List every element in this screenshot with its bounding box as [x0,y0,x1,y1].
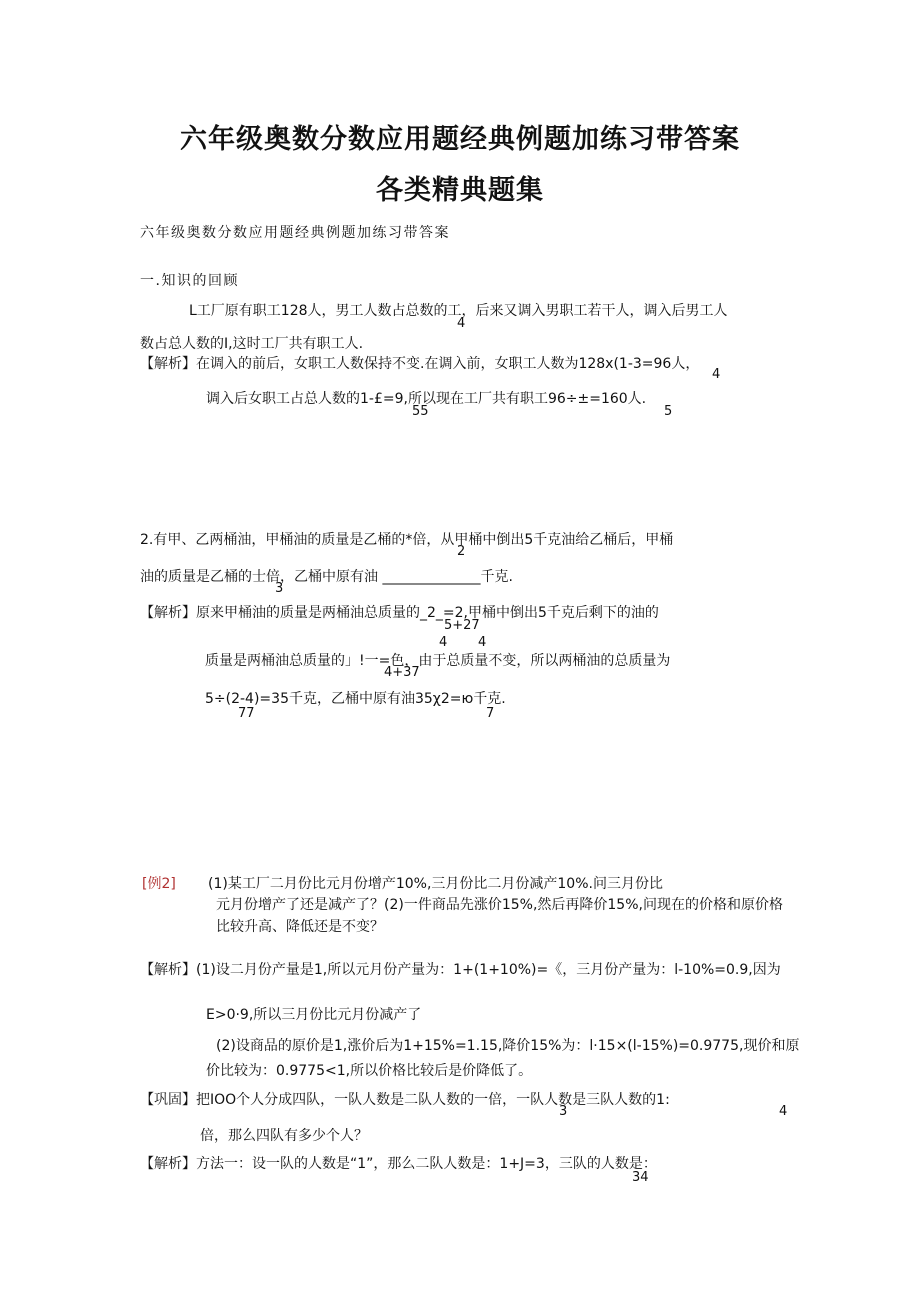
q2-solution-line2: 质量是两桶油总质量的」!一=色，由于总质量不变，所以两桶油的总质量为 [205,653,671,669]
q2-solution-fraction: 4 [439,635,448,650]
consolidation-text-line2: 倍，那么四队有多少个人？ [200,1128,368,1144]
q2-solution-fraction: 7 [486,706,495,721]
consolidation-solution-line1: 【解析】方法一：设一队的人数是“1”，那么二队人数是：1+J=3，三队的人数是： [140,1156,657,1172]
q2-solution-fraction: 5+27 [444,618,480,633]
q2-solution-line3: 5÷(2-4)=35千克，乙桶中原有油35χ2=ю千克. [205,691,506,707]
q1-solution-line2: 调入后女职工占总人数的1-£=9,所以现在工厂共有职工96÷±=160人. [206,391,647,407]
q2-solution-fraction: 77 [238,706,255,721]
q1-text-line2: 数占总人数的I,这时工厂共有职工人. [140,336,364,352]
q1-solution-fraction: 55 [412,404,429,419]
q1-fraction: 4 [457,316,466,331]
q2-solution-line1: 【解析】原来甲桶油的质量是两桶油总质量的_2_=2,甲桶中倒出5千克后剩下的油的 [140,605,659,621]
q2-text-line1: 2.有甲、乙两桶油，甲桶油的质量是乙桶的*倍，从甲桶中倒出5千克油给乙桶后，甲桶 [140,532,674,548]
q2-fraction: 3 [275,581,284,596]
example-solution-line2: E>0·9,所以三月份比元月份减产了 [206,1007,422,1023]
example-label: [例2] [142,876,176,892]
q2-fraction: 2 [457,544,466,559]
example-solution-line4: 价比较为：0.9775<1,所以价格比较后是价降低了。 [206,1063,533,1079]
example-solution-line3: (2)设商品的原价是1,涨价后为1+15%=1.15,降价15%为：l·15×(l-15%)=0.9775,现价和原 [216,1038,800,1054]
consolidation-fraction: 4 [779,1104,788,1119]
q2-text-line2: 油的质量是乙桶的士倍，乙桶中原有油 ______________千克. [140,569,513,585]
example-solution-line1: 【解析】(1)设二月份产量是1,所以元月份产量为：1+(1+10%)=《，三月份产量为：l-10%=0.9,因为 [140,962,781,978]
example-text-line1: (1)某工厂二月份比元月份增产10%,三月份比二月份减产10%.问三月份比 [208,876,663,892]
consolidation-text-line1: 【巩固】把IOO个人分成四队，一队人数是二队人数的一倍，一队人数是三队人数的1: [140,1092,670,1108]
page-title: 六年级奥数分数应用题经典例题加练习带答案 [180,124,740,155]
q1-text-line1: L工厂原有职工128人，男工人数占总数的工，后来又调入男职工若干人，调入后男工人 [189,303,728,319]
example-text-line2: 元月份增产了还是减产了？(2)一件商品先涨价15%,然后再降价15%,问现在的价格和原价格 [216,897,783,913]
consolidation-fraction: 3 [559,1104,568,1119]
section-heading: 一.知识的回顾 [140,273,239,289]
consolidation-solution-fraction: 34 [632,1170,649,1185]
q1-solution-fraction: 5 [664,404,673,419]
q2-solution-fraction: 4+37 [384,665,420,680]
q1-solution-line1: 【解析】在调入的前后，女职工人数保持不变.在调入前，女职工人数为128x(1-3=96人， [140,356,700,372]
q2-solution-fraction: 4 [478,635,487,650]
document-heading: 六年级奥数分数应用题经典例题加练习带答案 [140,225,450,241]
page-subtitle: 各类精典题集 [376,175,544,206]
q1-solution-fraction: 4 [712,367,721,382]
example-text-line3: 比较升高、降低还是不变？ [216,919,384,935]
